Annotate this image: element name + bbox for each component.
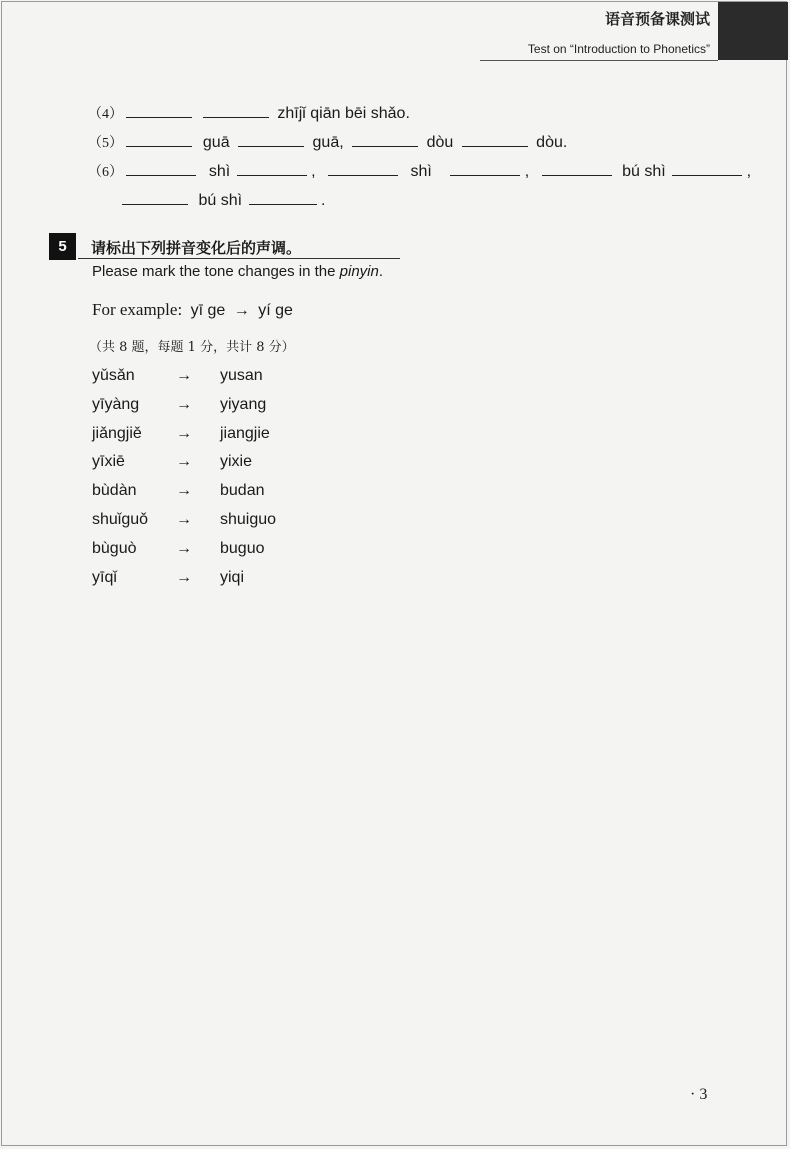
answer-blank[interactable] [462,132,528,147]
answer-blank[interactable] [126,132,192,147]
list-item [92,367,263,385]
pinyin-text: guā, [312,134,344,151]
points-note: （共 8 题，每题 1 分，共计 8 分） [89,340,295,355]
answer-field[interactable]: jiangjie [220,424,270,442]
answer-blank[interactable] [126,161,196,176]
pinyin-source: bùdàn [92,482,137,500]
instruction-end: . [378,263,384,280]
pinyin-text: guā [202,134,230,151]
answer-blank[interactable] [672,161,742,176]
answer-field[interactable]: buguo [220,539,265,557]
answer-blank[interactable] [542,161,612,176]
line-number: （5） [88,136,123,151]
arrow-icon: → [176,482,192,500]
pinyin-text: , [746,163,752,180]
section-number-badge: 5 [49,233,76,260]
arrow-icon: → [176,539,192,557]
section-instruction [92,263,383,280]
answer-blank[interactable] [122,190,188,205]
arrow-icon: → [176,568,192,586]
list-item [92,511,277,529]
pinyin-source: bùguò [92,539,137,557]
pinyin-text: , [311,163,316,180]
pinyin-text: . [320,192,326,209]
header-corner-block [718,2,788,60]
answer-blank[interactable] [238,132,304,147]
answer-blank[interactable] [328,161,398,176]
answer-blank[interactable] [352,132,418,147]
pinyin-source: yǔsǎn [92,367,135,384]
exercise-line-5 [88,132,567,152]
pinyin-text: , [524,163,530,180]
arrow-icon: → [176,395,192,413]
list-item [92,424,270,443]
answer-field[interactable]: budan [220,482,265,500]
list-item [92,539,265,558]
example-answer: yí ge [258,302,293,319]
answer-field[interactable]: yiqi [220,568,245,586]
pinyin-source: jiǎngjiě [92,424,142,442]
pinyin-text: dòu [426,134,454,151]
instruction-text: Please mark the tone changes in the [92,263,340,280]
pinyin-text: bú shì [622,163,666,180]
pinyin-source: shuǐguǒ [92,511,149,528]
example-line [92,300,293,320]
list-item [92,395,267,414]
section-title-rule [78,258,400,259]
pinyin-text: zhījǐ qiān bēi shǎo. [277,105,410,122]
list-item [92,568,245,587]
arrow-icon: → [176,511,192,528]
answer-blank[interactable] [203,103,269,118]
pinyin-text: shì [410,163,432,180]
answer-blank[interactable] [237,161,307,176]
example-label: For example: [92,300,183,319]
pinyin-source: yīyàng [92,395,140,413]
arrow-icon: → [176,453,192,471]
answer-blank[interactable] [450,161,520,176]
answer-field[interactable]: yusan [220,367,263,384]
answer-field[interactable]: yiyang [220,395,267,413]
pinyin-source: yīxiē [92,453,125,471]
pinyin-text: dòu. [536,134,568,151]
arrow-icon: → [233,302,250,319]
page-number: · 3 [690,1086,708,1103]
line-number: （4） [88,107,123,122]
instruction-emphasis: pinyin [339,263,379,280]
header-subtitle: Test on “Introduction to Phonetics” [527,42,710,56]
arrow-icon: → [176,367,192,384]
pinyin-text: shì [208,163,231,180]
line-number: （6） [88,165,123,180]
header-title: 语音预备课测试 [604,10,710,28]
exercise-line-6 [88,161,751,181]
answer-field[interactable]: shuiguo [220,511,277,528]
header-rule [480,60,718,61]
exercise-line-6-continued [122,190,325,210]
answer-blank[interactable] [126,103,192,118]
answer-blank[interactable] [249,190,317,205]
answer-field[interactable]: yixie [220,453,253,471]
arrow-icon: → [176,424,192,442]
pinyin-source: yīqǐ [92,568,117,586]
list-item [92,482,265,500]
example-source: yī ge [190,302,226,319]
pinyin-text: bú shì [198,192,243,209]
section-title: 请标出下列拼音变化后的声调。 [91,239,302,257]
exercise-line-4 [88,103,410,123]
list-item [92,453,253,471]
